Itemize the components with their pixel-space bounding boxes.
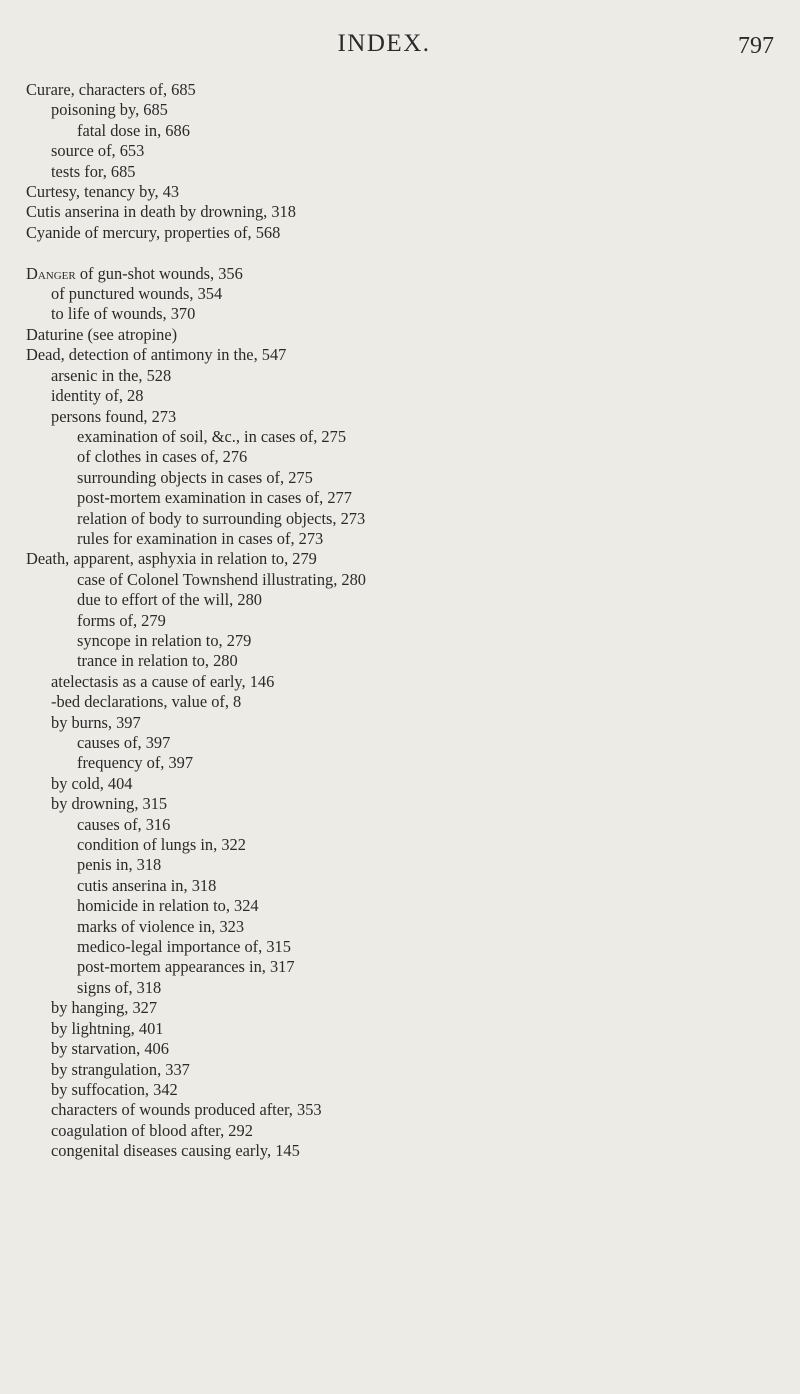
- index-subsubentry: fatal dose in, 686: [77, 120, 190, 140]
- index-subentry: by hanging, 327: [51, 998, 158, 1018]
- index-heading-entry: Daturine (see atropine): [26, 324, 178, 344]
- index-subsubentry: cutis anserina in, 318: [77, 875, 217, 895]
- index-heading-entry: Danger of gun-shot wounds, 356: [26, 263, 243, 283]
- index-subentry: identity of, 28: [51, 386, 144, 406]
- index-subsubentry: surrounding objects in cases of, 275: [77, 467, 313, 487]
- index-subentry: tests for, 685: [51, 161, 136, 181]
- index-heading-entry: Dead, detection of antimony in the, 547: [26, 345, 287, 365]
- index-subsubentry: frequency of, 397: [77, 753, 194, 773]
- index-subentry: coagulation of blood after, 292: [51, 1120, 253, 1140]
- running-title: INDEX.: [337, 30, 431, 57]
- index-subsubentry: homicide in relation to, 324: [77, 896, 259, 916]
- index-subentry: source of, 653: [51, 141, 145, 161]
- index-subentry: atelectasis as a cause of early, 146: [51, 671, 275, 691]
- index-subsubentry: syncope in relation to, 279: [77, 630, 252, 650]
- index-subentry: by cold, 404: [51, 773, 133, 793]
- index-subentry: arsenic in the, 528: [51, 365, 172, 385]
- index-entries: [26, 80, 786, 1162]
- index-subsubentry: post-mortem examination in cases of, 277: [77, 488, 352, 508]
- index-subsubentry: case of Colonel Townshend illustrating, 280: [77, 569, 366, 589]
- index-subsubentry: of clothes in cases of, 276: [77, 447, 248, 467]
- index-subsubentry: signs of, 318: [77, 977, 162, 997]
- index-subentry: poisoning by, 685: [51, 100, 168, 120]
- index-subentry: by strangulation, 337: [51, 1059, 190, 1079]
- index-subsubentry: examination of soil, &c., in cases of, 275: [77, 426, 347, 446]
- index-subentry: characters of wounds produced after, 353: [51, 1100, 322, 1120]
- index-heading-entry: Curare, characters of, 685: [26, 80, 196, 99]
- page-number: 797: [738, 33, 774, 59]
- index-subsubentry: post-mortem appearances in, 317: [77, 957, 295, 977]
- index-subentry: by suffocation, 342: [51, 1079, 178, 1099]
- index-subentry: by lightning, 401: [51, 1018, 164, 1038]
- index-subentry: to life of wounds, 370: [51, 304, 196, 324]
- index-subentry: persons found, 273: [51, 406, 177, 426]
- index-subentry: by drowning, 315: [51, 794, 168, 814]
- index-subentry: of punctured wounds, 354: [51, 284, 223, 304]
- index-subsubentry: condition of lungs in, 322: [77, 835, 246, 855]
- index-subsubentry: medico-legal importance of, 315: [77, 937, 291, 957]
- index-subsubentry: penis in, 318: [77, 855, 162, 875]
- index-subentry: -bed declarations, value of, 8: [51, 692, 242, 712]
- index-subsubentry: rules for examination in cases of, 273: [77, 528, 324, 548]
- index-heading-entry: Cutis anserina in death by drowning, 318: [26, 202, 296, 222]
- index-subsubentry: relation of body to surrounding objects, 273: [77, 508, 366, 528]
- index-heading-entry: Curtesy, tenancy by, 43: [26, 182, 180, 202]
- index-heading-entry: Death, apparent, asphyxia in relation to, 279: [26, 549, 317, 569]
- index-subsubentry: due to effort of the will, 280: [77, 590, 262, 610]
- index-subsubentry: causes of, 397: [77, 733, 171, 752]
- index-subsubentry: trance in relation to, 280: [77, 651, 238, 671]
- index-subentry: congenital diseases causing early, 145: [51, 1141, 300, 1161]
- section-gap: [26, 243, 786, 263]
- index-subentry: by starvation, 406: [51, 1039, 169, 1059]
- index-subsubentry: forms of, 279: [77, 610, 166, 630]
- index-subsubentry: causes of, 316: [77, 814, 171, 834]
- index-heading-entry: Cyanide of mercury, properties of, 568: [26, 222, 281, 242]
- index-subsubentry: marks of violence in, 323: [77, 916, 245, 936]
- index-subentry: by burns, 397: [51, 712, 141, 732]
